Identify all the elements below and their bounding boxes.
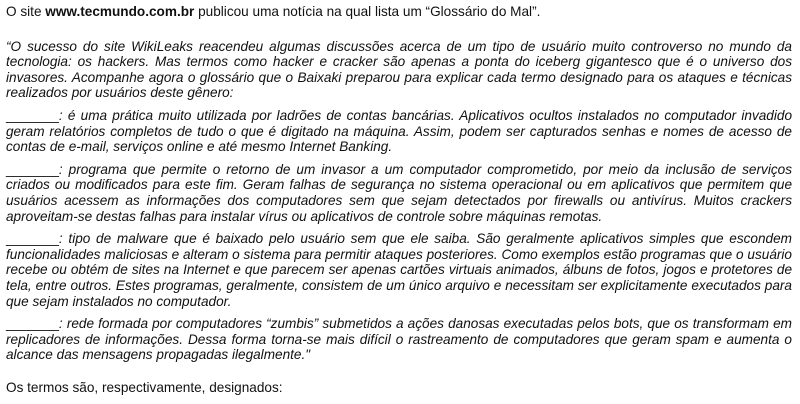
definition-3-text: : tipo de malware que é baixado pelo usuário sem que ele saiba. São geralmente aplicativos simples que escondem funcionalidades maliciosas e alteram o sistema para permitir ataques posteriores. Como exemplos estão programas que o usuário recebe ou obtém de sites na Internet e que parecem ser apenas cartões virtuais animados, álbuns de fotos, jogos e protetores de tela, entre outros. Estes programas, geralmente, consistem de um único arquivo e necessitam ser explicitamente executados para que sejam instalados no computador.	[6, 231, 792, 309]
closing-question: Os termos são, respectivamente, designados:	[6, 379, 283, 395]
definition-4-text: : rede formada por computadores “zumbis” submetidos a ações danosas executadas pelos bots, que os transformam em replicadores de informações. Dessa forma torna-se mais difícil o rastreamento de computadores que geram spam e aumenta o alcance das mensagens propagadas ilegalmente."	[6, 316, 792, 363]
blank-4: _______	[6, 316, 59, 332]
quote-opening: “O sucesso do site WikiLeaks reacendeu algumas discussões acerca de um tipo de usuário muito controverso no mundo da tecnologia: os hackers. Mas termos como hacker e cracker são apenas a ponta do iceberg gigantesco que é o universo dos invasores. Acompanhe agora o glossário que o Baixaki preparou para explicar cada termo designado para os ataques e técnicas realizados por usuários deste gênero:	[6, 38, 792, 101]
definition-1	[6, 108, 792, 155]
question-text	[6, 0, 792, 395]
definition-2-text: : programa que permite o retorno de um invasor a um computador comprometido, por meio da inclusão de serviços criados ou modificados para este fim. Geram falhas de segurança no sistema operacional ou em aplicativos que permitem que usuários acessem as informações dos computadores sem que sejam detectados por firewalls ou antivírus. Muitos crackers aproveitam-se destas falhas para instalar vírus ou aplicativos de controle sobre máquinas remotas.	[6, 161, 792, 224]
blank-3: _______	[6, 231, 59, 247]
site-url: www.tecmundo.com.br	[45, 4, 195, 19]
definition-4	[6, 316, 792, 363]
quoted-article	[6, 39, 792, 363]
definition-1-text: : é uma prática muito utilizada por ladrões de contas bancárias. Aplicativos ocultos instalados no computador invadido geram relatórios completos de tudo o que é digitado na máquina. Assim, podem ser capturados senhas e nomes de acesso de contas de e-mail, serviços online e até mesmo Internet Banking.	[6, 107, 792, 155]
definition-2	[6, 162, 792, 224]
intro-line	[6, 4, 792, 20]
blank-2: _______	[6, 161, 59, 177]
definition-3	[6, 231, 792, 309]
blank-1: _______	[6, 107, 59, 123]
intro-prefix: O site	[6, 4, 46, 19]
intro-suffix: publicou uma notícia na qual lista um “Glossário do Mal”.	[194, 4, 541, 19]
